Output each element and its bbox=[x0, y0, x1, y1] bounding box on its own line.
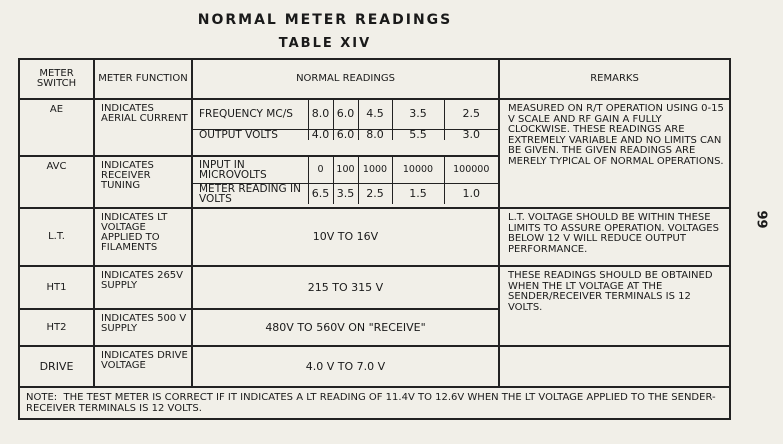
output-volts-value: 3.0 bbox=[444, 129, 498, 140]
header-row bbox=[19, 59, 730, 99]
header-normal-readings: NORMAL READINGS bbox=[192, 59, 499, 99]
function-lt: INDICATES LT VOLTAGE APPLIED TO FILAMENTS bbox=[94, 208, 192, 266]
table-caption: TABLE XIV bbox=[278, 36, 372, 51]
output-volts-value: 6.0 bbox=[333, 129, 358, 140]
output-volts-value: 4.0 bbox=[308, 129, 333, 140]
function-ht2: INDICATES 500 V SUPPLY bbox=[94, 309, 192, 346]
remarks-lt: L.T. VOLTAGE SHOULD BE WITHIN THESE LIMITS TO ASSURE OPERATION. VOLTAGES BELOW 12 V WILL REDUCE OUTPUT PERFORMANCE. bbox=[499, 208, 730, 266]
function-ht1: INDICATES 265V SUPPLY bbox=[94, 266, 192, 309]
remarks-empty bbox=[499, 346, 730, 387]
output-volts-label: OUTPUT VOLTS bbox=[193, 129, 308, 140]
switch-ht1: HT1 bbox=[19, 266, 94, 309]
header-remarks: REMARKS bbox=[499, 59, 730, 99]
function-avc: INDICATES RECEIVER TUNING bbox=[94, 156, 192, 208]
switch-ht2: HT2 bbox=[19, 309, 94, 346]
input-microvolts-value: 1000 bbox=[358, 157, 392, 183]
page-number: 99 bbox=[753, 210, 769, 229]
avc-readings-subtable bbox=[193, 157, 498, 204]
switch-lt: L.T. bbox=[19, 208, 94, 266]
reading-drive: 4.0 V TO 7.0 V bbox=[192, 346, 499, 387]
input-microvolts-value: 100 bbox=[333, 157, 358, 183]
frequency-value: 8.0 bbox=[308, 100, 333, 129]
frequency-value: 6.0 bbox=[333, 100, 358, 129]
reading-lt: 10V TO 16V bbox=[192, 208, 499, 266]
table-row-drive bbox=[19, 346, 730, 387]
table-row-ht1 bbox=[19, 266, 730, 309]
function-drive: INDICATES DRIVE VOLTAGE bbox=[94, 346, 192, 387]
meter-reading-value: 1.0 bbox=[444, 183, 498, 204]
header-meter-function: METER FUNCTION bbox=[94, 59, 192, 99]
frequency-value: 3.5 bbox=[392, 100, 444, 129]
meter-reading-label: METER READING IN VOLTS bbox=[193, 183, 308, 204]
frequency-value: 2.5 bbox=[444, 100, 498, 129]
ae-readings-subtable bbox=[193, 100, 498, 140]
readings-avc bbox=[192, 156, 499, 208]
meter-reading-value: 2.5 bbox=[358, 183, 392, 204]
frequency-label: FREQUENCY MC/S bbox=[193, 100, 308, 129]
switch-ae: AE bbox=[19, 99, 94, 156]
table-row-ae bbox=[19, 99, 730, 156]
output-volts-value: 5.5 bbox=[392, 129, 444, 140]
reading-ht2: 480V TO 560V ON "RECEIVE" bbox=[192, 309, 499, 346]
readings-ae bbox=[192, 99, 499, 156]
input-microvolts-value: 10000 bbox=[392, 157, 444, 183]
remarks-ht: THESE READINGS SHOULD BE OBTAINED WHEN THE LT VOLTAGE AT THE SENDER/RECEIVER TERMINALS IS 12 VOLTS. bbox=[499, 266, 730, 346]
switch-drive: DRIVE bbox=[19, 346, 94, 387]
note-text: THE TEST METER IS CORRECT IF IT INDICATES A LT READING OF 11.4V TO 12.6V WHEN THE LT VOLTAGE APPLIED TO THE SENDER-RECEIVER TERMINALS IS 12 VOLTS. bbox=[26, 392, 716, 414]
reading-ht1: 215 TO 315 V bbox=[192, 266, 499, 309]
meter-readings-table bbox=[18, 58, 731, 420]
function-ae: INDICATES AERIAL CURRENT bbox=[94, 99, 192, 156]
note-label: NOTE: bbox=[26, 392, 58, 403]
note-cell bbox=[19, 387, 730, 419]
meter-reading-value: 6.5 bbox=[308, 183, 333, 204]
switch-avc: AVC bbox=[19, 156, 94, 208]
input-microvolts-value: 100000 bbox=[444, 157, 498, 183]
meter-reading-value: 1.5 bbox=[392, 183, 444, 204]
meter-reading-value: 3.5 bbox=[333, 183, 358, 204]
remarks-ae-avc: MEASURED ON R/T OPERATION USING 0-15 V SCALE AND RF GAIN A FULLY CLOCKWISE. THESE READINGS ARE EXTREMELY VARIABLE AND NO LIMITS CAN BE GIVEN. THE GIVEN READINGS ARE MERELY TYPICAL OF NORMAL OPERATIONS. bbox=[499, 99, 730, 208]
note-row bbox=[19, 387, 730, 419]
table-row-lt bbox=[19, 208, 730, 266]
header-meter-switch: METER SWITCH bbox=[19, 59, 94, 99]
input-microvolts-value: 0 bbox=[308, 157, 333, 183]
frequency-value: 4.5 bbox=[358, 100, 392, 129]
input-microvolts-label: INPUT IN MICROVOLTS bbox=[193, 157, 308, 183]
document-title: NORMAL METER READINGS bbox=[197, 12, 453, 28]
output-volts-value: 8.0 bbox=[358, 129, 392, 140]
